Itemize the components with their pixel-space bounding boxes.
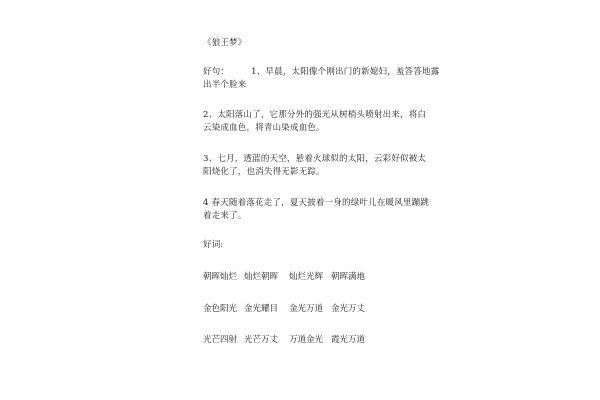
word-r2-c4: 金光万丈 bbox=[331, 304, 366, 314]
sentence-3-text-1: 七月，透蓝的天空，悬着火球似的太阳，云彩好似被太 bbox=[217, 154, 427, 164]
word-r2-c2: 金光耀目 bbox=[244, 304, 279, 314]
word-r1-c1: 朝晖灿烂 bbox=[203, 272, 238, 282]
sentence-2-number: 2、 bbox=[203, 110, 218, 120]
document-title: 《狼王梦》 bbox=[203, 38, 247, 48]
good-words-label: 好词: bbox=[203, 240, 224, 250]
word-r1-c2: 灿烂朝晖 bbox=[244, 272, 279, 282]
sentence-4-line-2: 着走来了。 bbox=[203, 211, 247, 221]
word-r2-c3: 金光万道 bbox=[289, 304, 324, 314]
sentence-1-line-1 bbox=[203, 67, 439, 78]
sentence-3-number: 3、 bbox=[203, 154, 218, 164]
word-r3-c4: 霞光万道 bbox=[331, 335, 366, 345]
word-r3-c2: 光芒万丈 bbox=[244, 335, 279, 345]
sentence-3-line-2: 阳烧化了，也消失得无影无踪。 bbox=[203, 167, 325, 177]
word-r3-c3: 万道金光 bbox=[289, 335, 324, 345]
sentence-1-text-1: 早晨，太阳像个刚出门的新媳妇，羞答答地露 bbox=[265, 67, 440, 77]
word-r1-c3: 灿烂光辉 bbox=[289, 272, 324, 282]
word-r2-c1: 金色阳光 bbox=[203, 304, 238, 314]
sentence-2-line-1 bbox=[203, 110, 426, 121]
sentence-4-number: 4 bbox=[203, 198, 209, 208]
good-sentences-label: 好句： bbox=[203, 67, 230, 77]
sentence-2-text-1: 太阳落山了，它那分外的强光从树梢头喷射出来，将白 bbox=[217, 110, 427, 120]
sentence-2-line-2: 云染成血色，将青山染成血色。 bbox=[203, 123, 325, 133]
word-r1-c4: 朝晖满地 bbox=[331, 272, 366, 282]
sentence-4-text-1: 春天随着落花走了，夏天披着一身的绿叶儿在暖风里蹦跳 bbox=[211, 198, 430, 208]
sentence-4-line-1 bbox=[203, 198, 429, 209]
word-r3-c1: 光芒四射 bbox=[203, 335, 238, 345]
sentence-1-line-2: 出半个脸来 bbox=[203, 80, 247, 90]
sentence-1-number: 1、 bbox=[251, 67, 266, 77]
sentence-3-line-1 bbox=[203, 154, 426, 165]
